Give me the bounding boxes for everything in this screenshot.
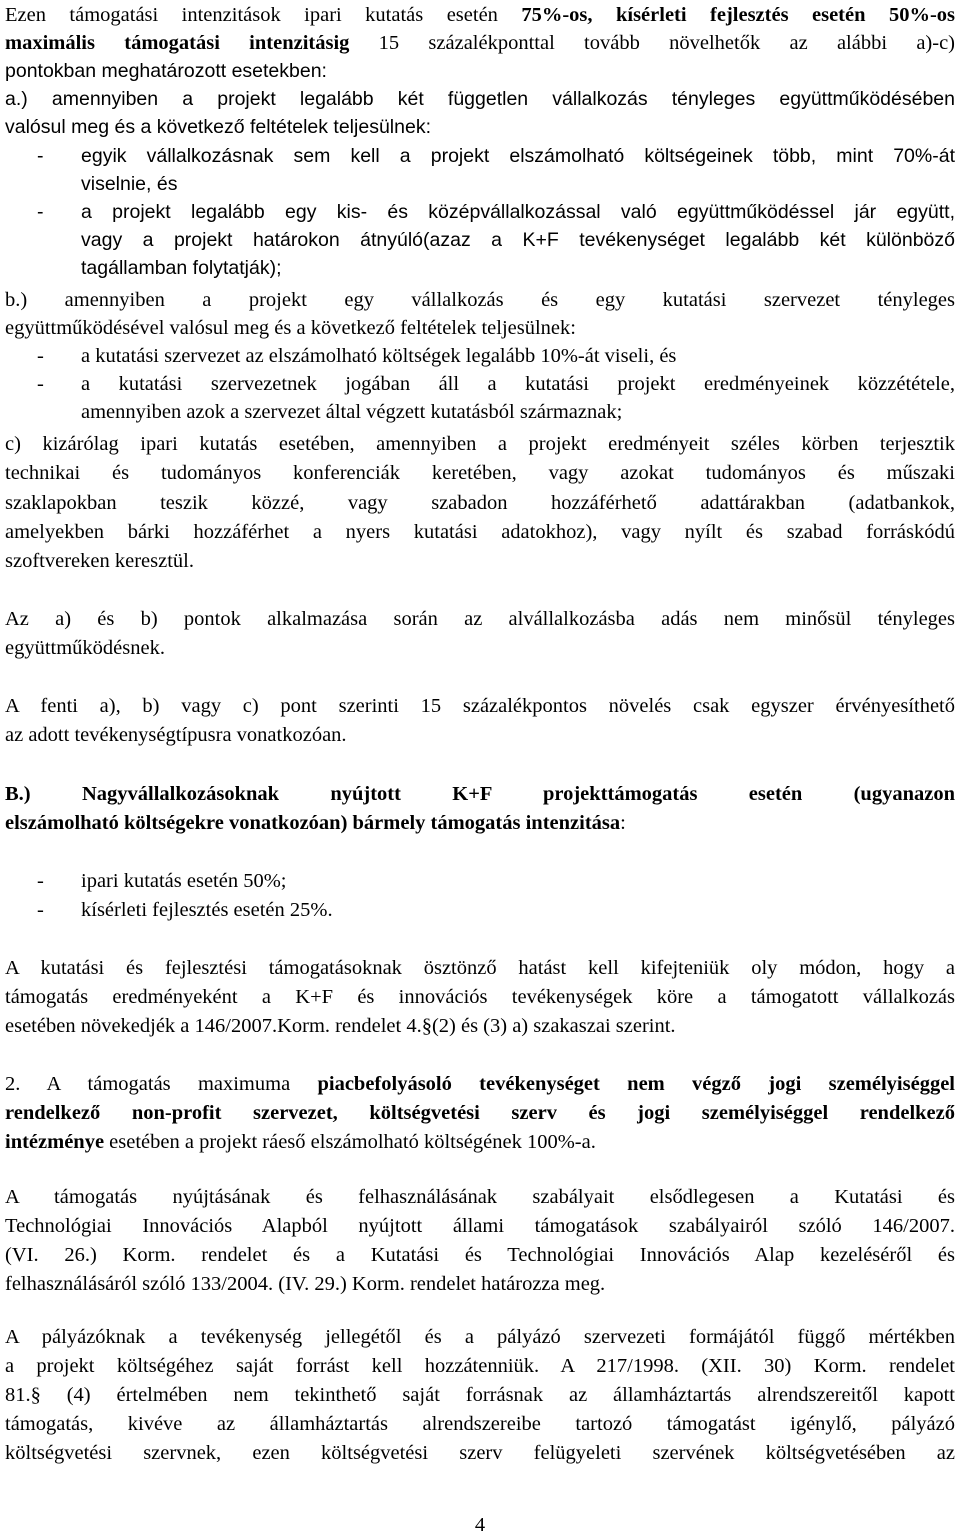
dash-bullet: - [37, 373, 44, 395]
page-number: 4 [474, 1514, 486, 1536]
dash-bullet: - [37, 145, 44, 167]
paragraph-line: (VI. 26.) Korm. rendelet és a Kutatási és Technológiai Innovációs Alap kezeléséről és [5, 1244, 955, 1266]
paragraph-line: 2. A támogatás maximuma piacbefolyásoló tevékenységet nem végző jogi személyiséggel [5, 1073, 955, 1095]
paragraph-line: felhasználásáról szóló 133/2004. (IV. 29.) Korm. rendelet határozza meg. [5, 1273, 606, 1295]
paragraph-line: az adott tevékenységtípusra vonatkozóan. [5, 724, 347, 746]
bullet-item-line: viselnie, és [81, 173, 178, 195]
item-c-line: szoftvereken keresztül. [5, 550, 194, 572]
paragraph-line: költségvetési szervnek, ezen költségvetési szerv felügyeleti szervének költségvetésében az [5, 1442, 955, 1464]
paragraph-line: támogatás, kivéve az államháztartás alrendszereibe tartozó támogatást igénylő, pályázó [5, 1413, 955, 1435]
paragraph-line: Technológiai Innovációs Alapból nyújtott állami támogatások szabályairól szóló 146/2007. [5, 1215, 955, 1237]
dash-bullet: - [37, 201, 44, 223]
section-b-heading: elszámolható költségekre vonatkozóan) bármely támogatás intenzitása: [5, 812, 626, 834]
bullet-item: - a kutatási szervezet az elszámolható költségek legalább 10%-át viseli, és [5, 342, 955, 370]
item-c-line: c) kizárólag ipari kutatás esetében, amennyiben a projekt eredményeit széles körben terjesztik [5, 433, 955, 455]
paragraph-line: esetében növekedjék a 146/2007.Korm. rendelet 4.§(2) és (3) a) szakaszai szerint. [5, 1015, 676, 1037]
paragraph-line: Az a) és b) pontok alkalmazása során az alvállalkozásba adás nem minősül tényleges [5, 608, 955, 630]
paragraph-line: pontokban meghatározott esetekben: [5, 60, 327, 82]
paragraph-line: rendelkező non-profit szervezet, költségvetési szerv és jogi személyiséggel rendelkező [5, 1102, 955, 1124]
paragraph-line: A fenti a), b) vagy c) pont szerinti 15 százalékpontos növelés csak egyszer érvényesíthető [5, 695, 955, 717]
item-b-line: b.) amennyiben a projekt egy vállalkozás és egy kutatási szervezet tényleges [5, 289, 955, 311]
item-a-line: valósul meg és a következő feltételek teljesülnek: [5, 116, 431, 138]
paragraph-line: támogatás eredményeként a K+F és innovációs tevékenységek köre a támogatott vállalkozás [5, 986, 955, 1008]
dash-bullet: - [37, 870, 44, 892]
paragraph-line: A támogatás nyújtásának és felhasználásának szabályait elsődlegesen a Kutatási és [5, 1186, 955, 1208]
dash-bullet: - [37, 345, 44, 367]
item-a-line: a.) amennyiben a projekt legalább két független vállalkozás tényleges együttműködésében [5, 88, 955, 110]
dash-bullet: - [37, 899, 44, 921]
bullet-item-line: amennyiben azok a szervezet által végzett kutatásból származnak; [81, 401, 623, 423]
bullet-item-line: vagy a projekt határokon átnyúló(azaz a K+F tevékenységet legalább két különböző [81, 229, 955, 251]
item-c-line: technikai és tudományos konferenciák keretében, vagy azokat tudományos és műszaki [5, 462, 955, 484]
paragraph-line: a projekt költségéhez saját forrást kell hozzátenniük. A 217/1998. (XII. 30) Korm. rendelet [5, 1355, 955, 1377]
paragraph-line: A kutatási és fejlesztési támogatásoknak ösztönző hatást kell kifejteniük oly módon, hogy a [5, 957, 955, 979]
bullet-item: - a projekt legalább egy kis- és középvállalkozással való együttműködéssel jár együtt, [5, 198, 955, 226]
item-c-line: amelyekben bárki hozzáférhet a nyers kutatási adatokhoz), vagy nyílt és szabad forráskódú [5, 521, 955, 543]
list-item: - ipari kutatás esetén 50%; [5, 867, 405, 895]
paragraph-line: maximális támogatási intenzitásig 15 százalékponttal tovább növelhetők az alábbi a)-c) [5, 32, 955, 54]
bullet-item: - a kutatási szervezetnek jogában áll a kutatási projekt eredményeinek közzététele, [5, 370, 955, 398]
list-item: - kísérleti fejlesztés esetén 25%. [5, 896, 405, 924]
paragraph-line: együttműködésnek. [5, 637, 165, 659]
paragraph-line: A pályázóknak a tevékenység jellegétől és a pályázó szervezeti formájától függő mértékben [5, 1326, 955, 1348]
item-c-line: szaklapokban teszik közzé, vagy szabadon hozzáférhető adattárakban (adatbankok, [5, 492, 955, 514]
section-b-heading: B.) Nagyvállalkozásoknak nyújtott K+F projekttámogatás esetén (ugyanazon [5, 783, 955, 805]
paragraph-line: 81.§ (4) értelmében nem tekinthető saját forrásnak az államháztartás alrendszereitől kapott [5, 1384, 955, 1406]
paragraph-line: intézménye esetében a projekt ráeső elszámolható költségének 100%-a. [5, 1131, 596, 1153]
bullet-item-line: tagállamban folytatják); [81, 257, 282, 279]
bullet-item: - egyik vállalkozásnak sem kell a projekt elszámolható költségeinek több, mint 70%-át [5, 142, 955, 170]
paragraph-line: Ezen támogatási intenzitások ipari kutatás esetén 75%-os, kísérleti fejlesztés esetén 50%-os [5, 4, 955, 26]
item-b-line: együttműködésével valósul meg és a következő feltételek teljesülnek: [5, 317, 576, 339]
